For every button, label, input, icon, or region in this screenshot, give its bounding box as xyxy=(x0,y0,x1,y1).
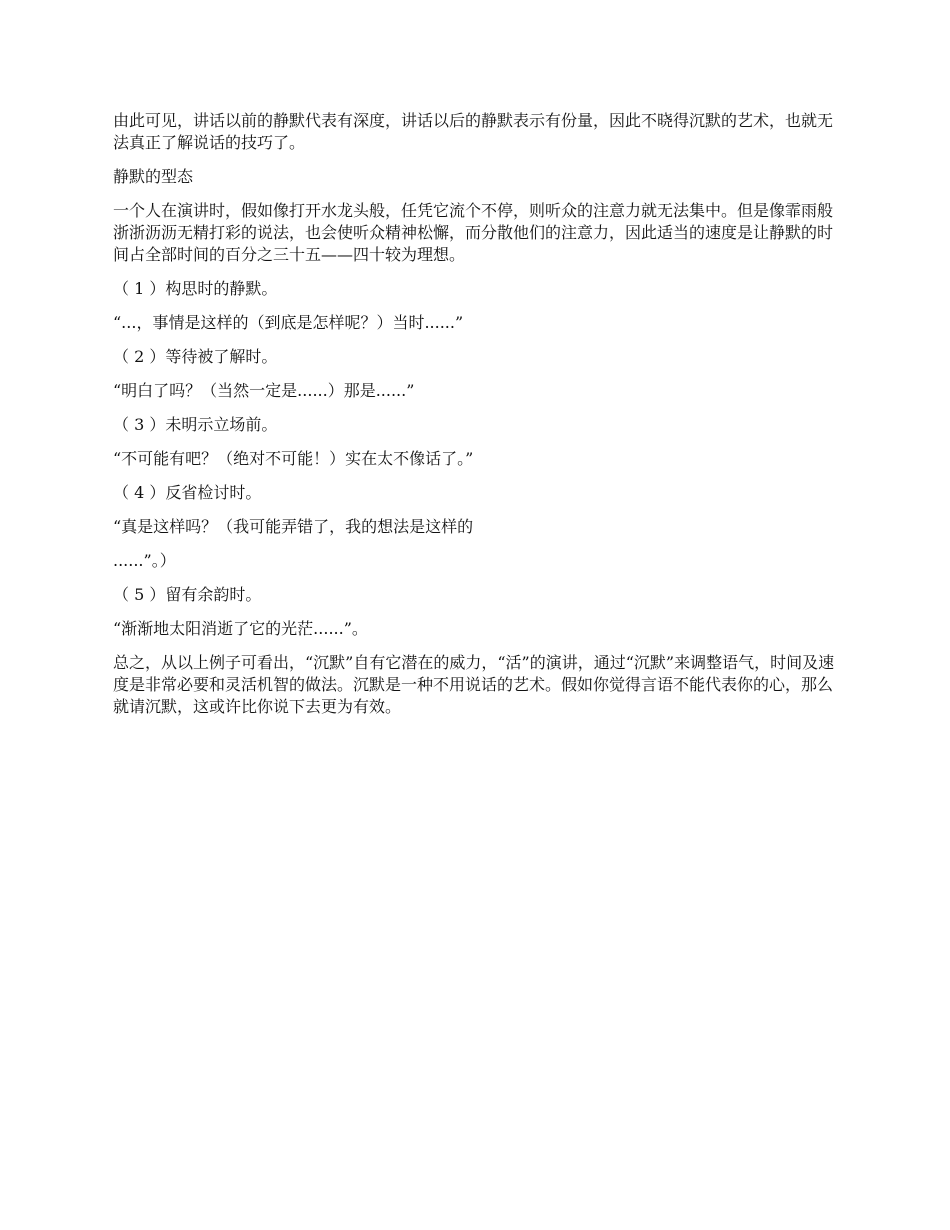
paragraph-speed: 一个人在演讲时，假如像打开水龙头般，任凭它流个不停，则听众的注意力就无法集中。但是像霏雨般浙浙沥沥无精打彩的说法，也会使听众精神松懈，而分散他们的注意力，因此适当的速度是让静默的时间占全部时间的百分之三十五——四十较为理想。 xyxy=(113,201,834,264)
example-4-line-1: “真是这样吗？（我可能弄错了，我的想法是这样的 xyxy=(113,517,474,536)
example-5: “渐渐地太阳消逝了它的光茫......”。 xyxy=(113,619,368,638)
example-2: “明白了吗？（当然一定是......）那是......” xyxy=(113,381,415,400)
example-1: “...，事情是这样的（到底是怎样呢？）当时......” xyxy=(113,313,464,332)
paragraph-intro: 由此可见，讲话以前的静默代表有深度，讲话以后的静默表示有份量，因此不晓得沉默的艺术，也就无法真正了解说话的技巧了。 xyxy=(113,111,834,152)
list-item-2: （ 2 ）等待被了解时。 xyxy=(113,347,278,366)
example-3: “不可能有吧？（绝对不可能！）实在太不像话了。” xyxy=(113,449,474,468)
section-heading: 静默的型态 xyxy=(113,167,194,186)
list-item-3: （ 3 ）未明示立场前。 xyxy=(113,415,278,434)
example-4-line-2: ......”。） xyxy=(113,551,176,570)
document-page xyxy=(113,110,843,730)
list-item-5: （ 5 ）留有余韵时。 xyxy=(113,585,262,604)
list-item-4: （ 4 ）反省检讨时。 xyxy=(113,483,262,502)
list-item-1: （ 1 ）构思时的静默。 xyxy=(113,279,278,298)
paragraph-conclusion: 总之，从以上例子可看出，“沉默”自有它潜在的威力，“活”的演讲，通过“沉默”来调整语气，时间及速度是非常必要和灵活机智的做法。沉默是一种不用说话的艺术。假如你觉得言语不能代表你的心，那么就请沉默，这或许比你说下去更为有效。 xyxy=(113,653,835,716)
